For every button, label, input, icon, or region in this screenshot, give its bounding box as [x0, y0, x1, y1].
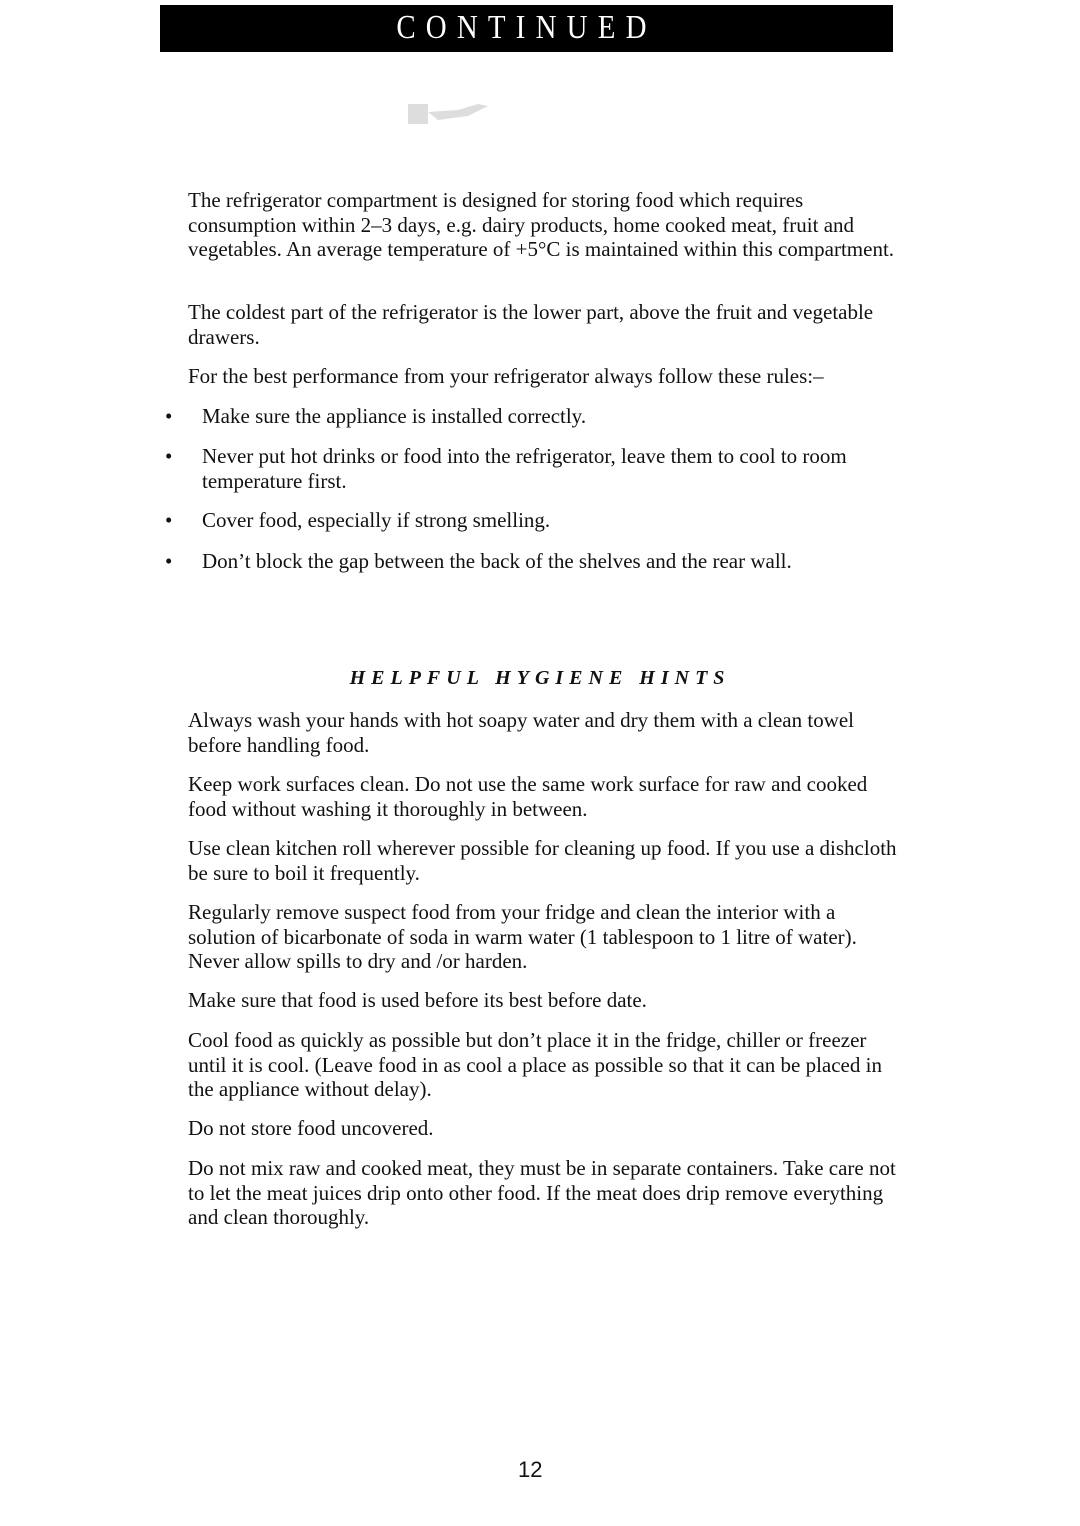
- intro-paragraph-3: For the best performance from your refrigerator always follow these rules:–: [188, 364, 824, 388]
- rule-text: Never put hot drinks or food into the refrigerator, leave them to cool to room temperature first.: [202, 444, 847, 493]
- rule-text: Cover food, especially if strong smelling.: [202, 508, 551, 532]
- page-number: 12: [518, 1457, 543, 1482]
- intro-paragraph-2: The coldest part of the refrigerator is the lower part, above the fruit and vegetable drawers.: [188, 300, 874, 349]
- hygiene-paragraph: Use clean kitchen roll wherever possible for cleaning up food. If you use a dishcloth be sure to boil it frequently.: [188, 836, 897, 885]
- hygiene-paragraph: Keep work surfaces clean. Do not use the same work surface for raw and cooked food without washing it thoroughly in between.: [188, 772, 868, 821]
- intro-paragraph-1: The refrigerator compartment is designed for storing food which requires consumption within 2–3 days, e.g. dairy products, home cooked meat, fruit and vegetables. An average temperature of +5°C is maintained within this compartment.: [188, 188, 895, 261]
- continued-banner: [160, 5, 893, 52]
- rule-text: Make sure the appliance is installed correctly.: [202, 404, 587, 428]
- hygiene-paragraph: Do not mix raw and cooked meat, they must be in separate containers. Take care not to let the meat juices drip onto other food. If the meat does drip remove everything and clean thoroughly.: [188, 1156, 896, 1229]
- section-heading: HELPFUL HYGIENE HINTS: [349, 667, 731, 689]
- bullet-icon: •: [165, 508, 173, 532]
- bullet-icon: •: [165, 404, 173, 428]
- banner-title: CONTINUED: [396, 9, 657, 46]
- hygiene-paragraph: Do not store food uncovered.: [188, 1116, 434, 1140]
- hygiene-paragraph: Always wash your hands with hot soapy water and dry them with a clean towel before handling food.: [188, 708, 855, 757]
- hygiene-paragraph: Regularly remove suspect food from your fridge and clean the interior with a solution of bicarbonate of soda in warm water (1 tablespoon to 1 litre of water). Never allow spills to dry and /or harden.: [188, 900, 857, 973]
- bullet-icon: •: [165, 444, 173, 468]
- rule-text: Don’t block the gap between the back of the shelves and the rear wall.: [202, 549, 792, 573]
- hygiene-paragraph: Make sure that food is used before its best before date.: [188, 988, 647, 1012]
- hygiene-paragraph: Cool food as quickly as possible but don’t place it in the fridge, chiller or freezer until it is cool. (Leave food in as cool a place as possible so that it can be placed in the appliance without delay).: [188, 1028, 882, 1101]
- decorative-ornament-icon: [398, 100, 498, 130]
- bullet-icon: •: [165, 549, 173, 573]
